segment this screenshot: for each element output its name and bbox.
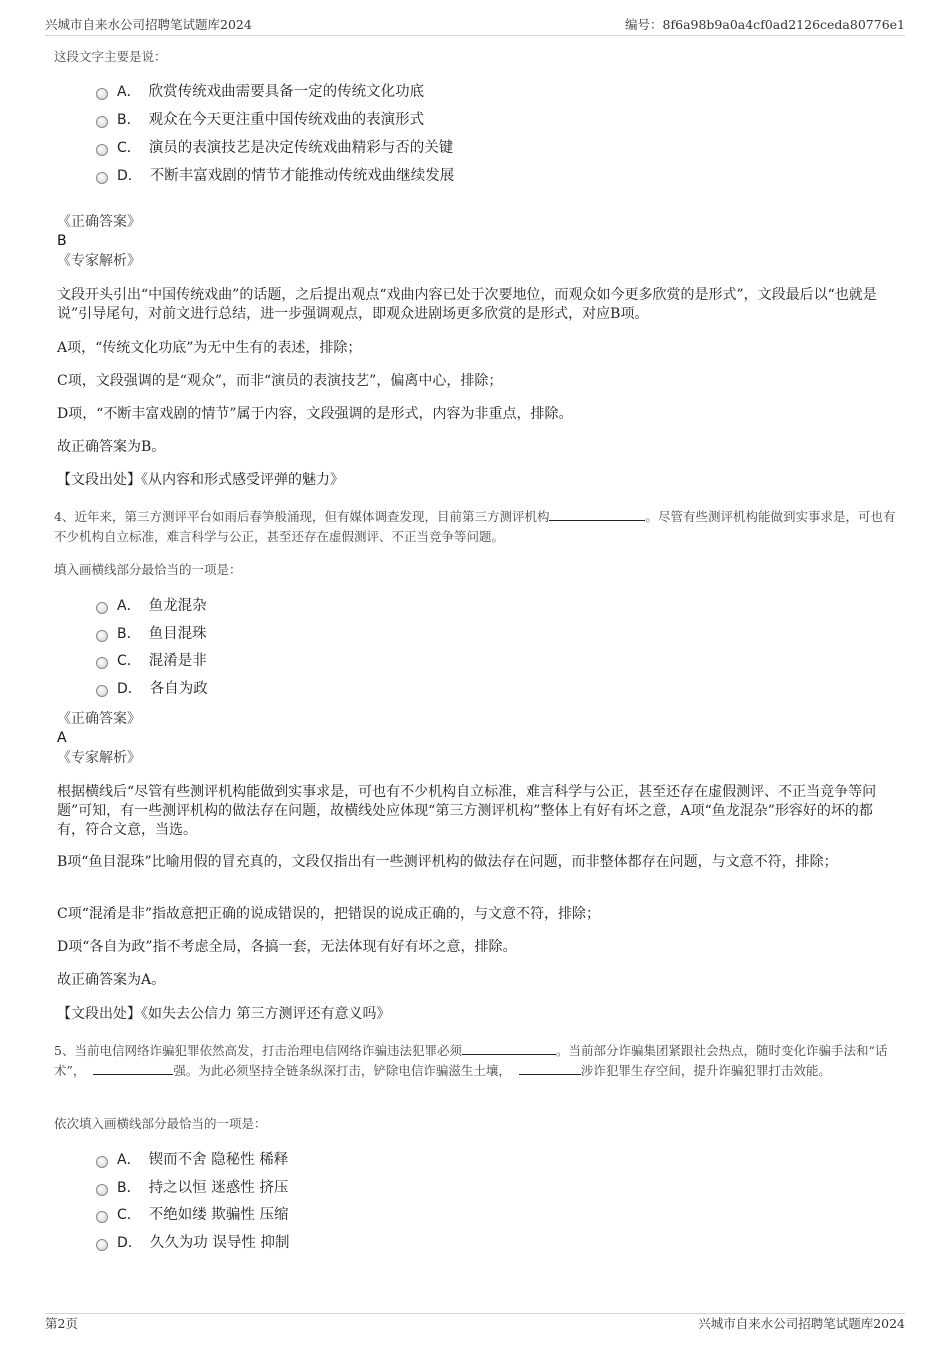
radio-icon[interactable] xyxy=(96,1156,108,1168)
page-footer xyxy=(45,1313,905,1331)
option-key: A． xyxy=(117,598,141,614)
q4-analysis-para-1: 根据横线后“尽管有些测评机构能做到实事求是，可也有不少机构自立标准，难言科学与公正，甚至还存在虚假测评、不正当竞争等问题”可知，有一些测评机构的做法存在问题，故横线处应体现“第三方测评机构”整体上有好有坏之意，A项“鱼龙混杂”形容好的坏的都有，符合文意，当选。 xyxy=(57,784,877,838)
q4-analysis-para-2: B项“鱼目混珠”比喻用假的冒充真的，文段仅指出有一些测评机构的做法存在问题，而非整体都存在问题，与文意不符，排除； xyxy=(57,854,838,870)
option-key: D． xyxy=(117,681,142,697)
q4-analysis-para-4: D项“各自为政”指不考虑全局，各搞一套，无法体现有好有坏之意，排除。 xyxy=(57,939,517,955)
q4-option-a[interactable] xyxy=(96,596,207,616)
q3-option-a[interactable] xyxy=(96,82,424,102)
q4-text-before: 4、近年来，第三方测评平台如雨后春笋般涌现，但有媒体调查发现，目前第三方测评机构 xyxy=(54,509,550,524)
q4-answer: A xyxy=(57,730,67,746)
option-text: 鱼目混珠 xyxy=(148,626,207,642)
q5-option-d[interactable] xyxy=(96,1233,290,1253)
q3-analysis-label: 《专家解析》 xyxy=(57,253,141,269)
q3-source: 【文段出处】《从内容和形式感受评弹的魅力》 xyxy=(57,472,344,488)
q4-analysis-label: 《专家解析》 xyxy=(57,750,141,766)
q4-blank xyxy=(549,508,645,521)
q4-option-d[interactable] xyxy=(96,679,208,699)
option-key: C． xyxy=(117,1207,141,1223)
option-text: 各自为政 xyxy=(149,681,208,697)
option-text: 欣赏传统戏曲需要具备一定的传统文化功底 xyxy=(148,84,425,100)
q5-option-b[interactable] xyxy=(96,1178,288,1198)
q3-option-d[interactable] xyxy=(96,166,454,186)
radio-icon[interactable] xyxy=(96,172,108,184)
radio-icon[interactable] xyxy=(96,1184,108,1196)
q3-analysis-para-2: A项，“传统文化功底”为无中生有的表述，排除； xyxy=(57,340,362,356)
q4-source: 【文段出处】《如失去公信力 第三方测评还有意义吗》 xyxy=(57,1006,391,1022)
header-doc-title: 兴城市自来水公司招聘笔试题库2024 xyxy=(45,17,252,32)
q3-analysis-para-3: C项，文段强调的是“观众”，而非“演员的表演技艺”，偏离中心，排除； xyxy=(57,373,503,389)
q4-answer-label: 《正确答案》 xyxy=(57,711,141,727)
option-text: 观众在今天更注重中国传统戏曲的表演形式 xyxy=(148,112,425,128)
option-key: B． xyxy=(117,626,141,642)
radio-icon[interactable] xyxy=(96,116,108,128)
q5-text-part-1: 5、当前电信网络诈骗犯罪依然高发，打击治理电信网络诈骗违法犯罪必须 xyxy=(54,1043,462,1058)
footer-page-number: 第2页 xyxy=(45,1316,78,1331)
option-key: A． xyxy=(117,84,141,100)
option-key: B． xyxy=(117,1180,141,1196)
q4-analysis-para-3: C项“混淆是非”指故意把正确的说成错误的，把错误的说成正确的，与文意不符，排除； xyxy=(57,906,601,922)
q4-prompt: 填入画横线部分最恰当的一项是： xyxy=(54,562,242,577)
q4-analysis-para-5: 故正确答案为A。 xyxy=(57,972,166,988)
q4-option-c[interactable] xyxy=(96,651,207,671)
q5-text xyxy=(54,1041,896,1081)
q3-option-b[interactable] xyxy=(96,110,424,130)
option-key: A． xyxy=(117,1152,141,1168)
option-text: 演员的表演技艺是决定传统戏曲精彩与否的关键 xyxy=(148,140,454,156)
option-text: 持之以恒 迷惑性 挤压 xyxy=(148,1180,289,1196)
option-text: 久久为功 误导性 抑制 xyxy=(149,1235,290,1251)
footer-doc-title: 兴城市自来水公司招聘笔试题库2024 xyxy=(698,1316,905,1331)
q3-analysis-para-5: 故正确答案为B。 xyxy=(57,439,166,455)
radio-icon[interactable] xyxy=(96,657,108,669)
radio-icon[interactable] xyxy=(96,602,108,614)
q3-answer-label: 《正确答案》 xyxy=(57,214,141,230)
q5-blank-1 xyxy=(462,1042,556,1055)
q5-blank-3 xyxy=(519,1062,581,1075)
option-text: 不绝如缕 欺骗性 压缩 xyxy=(148,1207,289,1223)
q5-prompt: 依次填入画横线部分最恰当的一项是： xyxy=(54,1116,267,1131)
radio-icon[interactable] xyxy=(96,144,108,156)
q3-prompt: 这段文字主要是说： xyxy=(54,49,167,64)
radio-icon[interactable] xyxy=(96,1211,108,1223)
option-key: B． xyxy=(117,112,141,128)
option-text: 混淆是非 xyxy=(148,653,207,669)
q4-option-b[interactable] xyxy=(96,624,207,644)
q5-text-part-2: 。当前部分诈骗集团紧跟社会热点，随时变化诈骗手法和“话术”， xyxy=(54,1043,888,1078)
option-text: 锲而不舍 隐秘性 稀释 xyxy=(148,1152,289,1168)
q4-text xyxy=(54,507,896,547)
q3-answer: B xyxy=(57,233,67,249)
q5-option-c[interactable] xyxy=(96,1205,289,1225)
option-text: 不断丰富戏剧的情节才能推动传统戏曲继续发展 xyxy=(149,168,455,184)
option-key: C． xyxy=(117,140,141,156)
q3-analysis-para-4: D项，“不断丰富戏剧的情节”属于内容，文段强调的是形式，内容为非重点，排除。 xyxy=(57,406,573,422)
radio-icon[interactable] xyxy=(96,1239,108,1251)
q4-text-after: 。尽管有些测评机构能做到实事求是，可也有不少机构自立标准，难言科学与公正，甚至还存在虚假测评、不正当竞争等问题。 xyxy=(54,509,896,544)
q5-option-a[interactable] xyxy=(96,1150,288,1170)
page-header xyxy=(45,17,905,36)
option-key: D． xyxy=(117,1235,142,1251)
q3-analysis-para-1: 文段开头引出“中国传统戏曲”的话题，之后提出观点“戏曲内容已处于次要地位，而观众如今更多欣赏的是形式”，文段最后以“也就是说”引导尾句，对前文进行总结，进一步强调观点，即观众进剧场更多欣赏的是形式，对应B项。 xyxy=(57,287,877,322)
q5-text-part-3: 强。为此必须坚持全链条纵深打击，铲除电信诈骗滋生土壤， xyxy=(173,1063,511,1078)
header-doc-id: 编号：8f6a98b9a0a4cf0ad2126ceda80776e1 xyxy=(625,17,905,32)
option-key: C． xyxy=(117,653,141,669)
q5-blank-2 xyxy=(93,1062,173,1075)
radio-icon[interactable] xyxy=(96,630,108,642)
radio-icon[interactable] xyxy=(96,685,108,697)
radio-icon[interactable] xyxy=(96,88,108,100)
option-text: 鱼龙混杂 xyxy=(148,598,207,614)
option-key: D． xyxy=(117,168,142,184)
q5-text-part-4: 涉诈犯罪生存空间，提升诈骗犯罪打击效能。 xyxy=(580,1063,831,1078)
q3-option-c[interactable] xyxy=(96,138,453,158)
